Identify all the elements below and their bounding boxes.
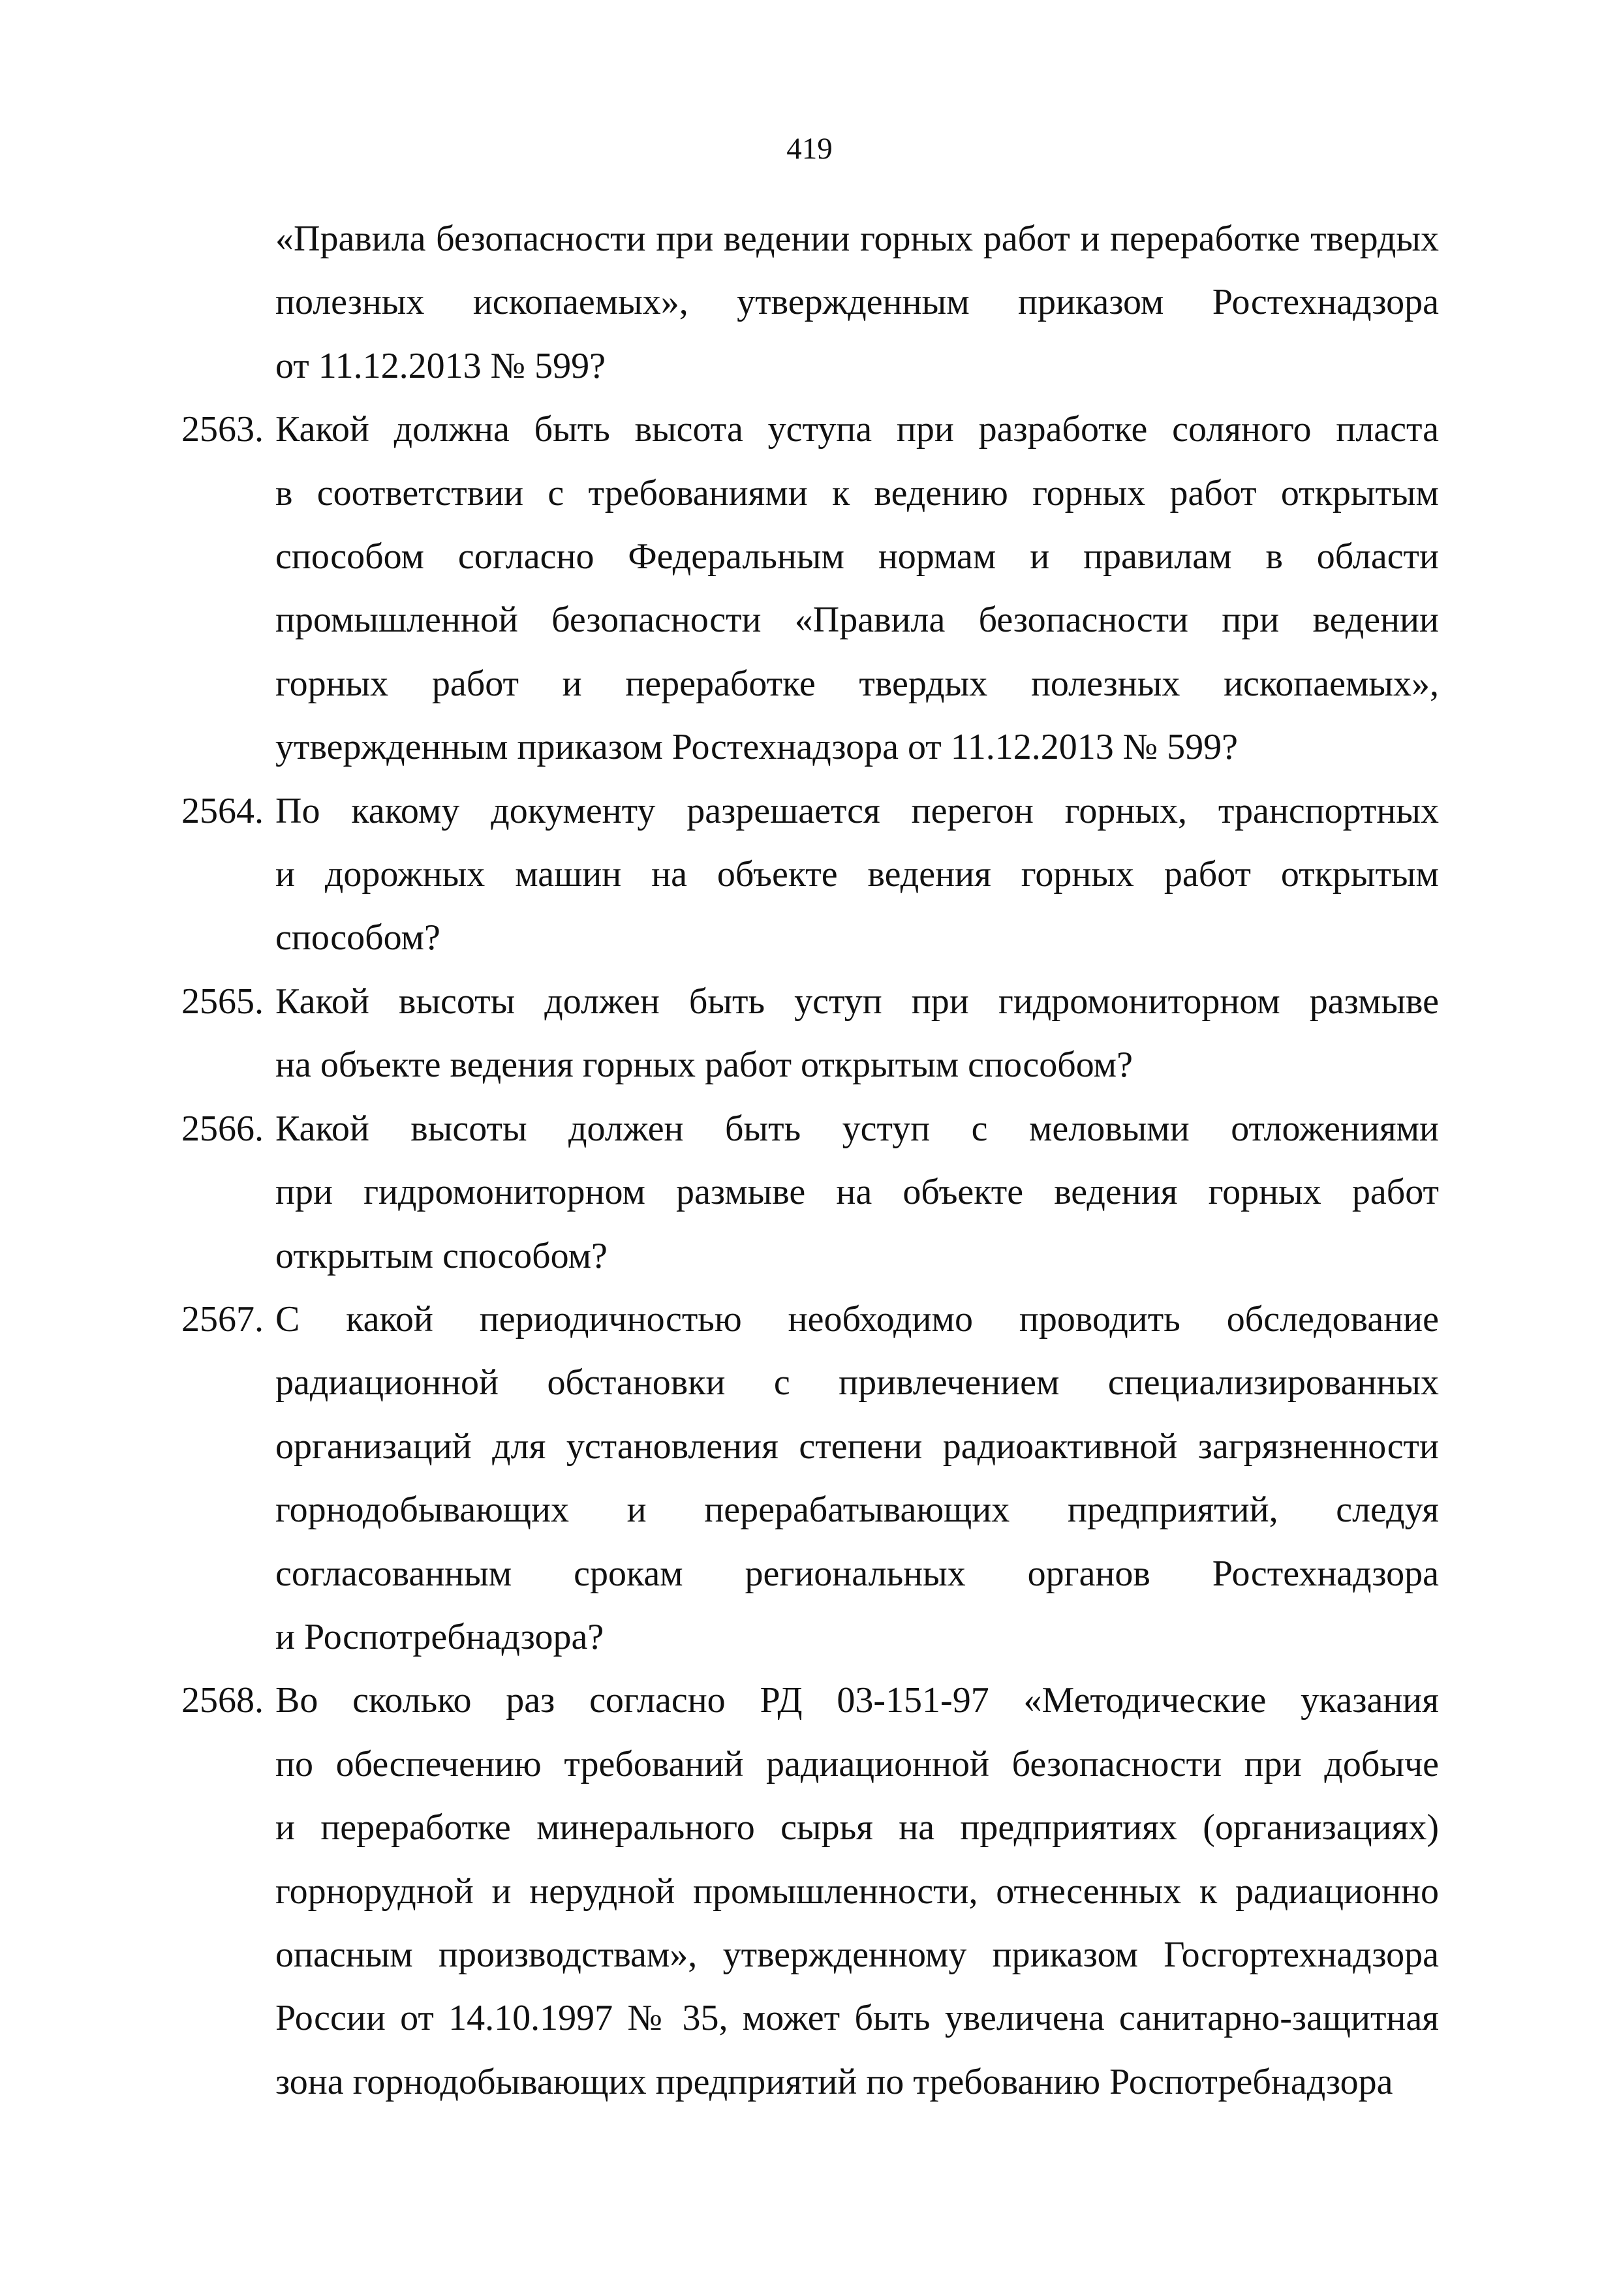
question-text — [275, 1288, 1439, 1669]
text-line: и переработке минерального сырья на предприятиях (организациях) — [275, 1807, 1439, 1848]
question-text — [275, 1669, 1439, 2114]
question-item — [181, 780, 1439, 970]
text-line: полезных ископаемых», утвержденным приказом Ростехнадзора — [275, 282, 1439, 323]
text-line: способом? — [275, 917, 440, 958]
question-text — [275, 398, 1439, 779]
text-line: по обеспечению требований радиационной безопасности при добыче — [275, 1743, 1439, 1784]
text-line: зона горнодобывающих предприятий по требованию Роспотребнадзора — [275, 2061, 1393, 2102]
text-line: промышленной безопасности «Правила безопасности при ведении — [275, 600, 1439, 641]
text-line: горнодобывающих и перерабатывающих предприятий, следуя — [275, 1490, 1439, 1531]
text-line: «Правила безопасности при ведении горных работ и переработке твердых — [275, 219, 1439, 259]
text-line: утвержденным приказом Ростехнадзора от 11.12.2013 № 599? — [275, 727, 1238, 768]
text-line: открытым способом? — [275, 1235, 608, 1276]
question-number: 2566. — [181, 1108, 264, 1149]
question-item — [181, 398, 1439, 779]
page-number: 419 — [786, 132, 833, 166]
text-line: радиационной обстановки с привлечением специализированных — [275, 1362, 1439, 1403]
question-number: 2567. — [181, 1298, 264, 1339]
text-line: способом согласно Федеральным нормам и правилам в области — [275, 536, 1439, 577]
text-line: опасным производствам», утвержденному приказом Госгортехнадзора — [275, 1934, 1439, 1975]
text-line: Какой высоты должен быть уступ с меловыми отложениями — [275, 1108, 1439, 1149]
question-item — [181, 1669, 1439, 2114]
continuation-paragraph — [228, 207, 1439, 398]
text-line: Во сколько раз согласно РД 03-151-97 «Методические указания — [275, 1680, 1439, 1721]
text-line: в соответствии с требованиями к ведению горных работ открытым — [275, 472, 1439, 513]
question-number: 2563. — [181, 409, 264, 450]
text-line: при гидромониторном размыве на объекте ведения горных работ — [275, 1172, 1439, 1213]
document-body — [181, 207, 1439, 2114]
question-number: 2568. — [181, 1680, 264, 1721]
question-number: 2564. — [181, 790, 264, 831]
question-text — [275, 970, 1439, 1097]
text-line: и Роспотребнадзора? — [275, 1616, 604, 1657]
question-item — [181, 970, 1439, 1097]
text-line: на объекте ведения горных работ открытым способом? — [275, 1045, 1133, 1086]
text-line: Какой высоты должен быть уступ при гидромониторном размыве — [275, 981, 1439, 1022]
question-item — [181, 1288, 1439, 1669]
question-number: 2565. — [181, 981, 264, 1022]
text-line: от 11.12.2013 № 599? — [275, 345, 606, 386]
question-item — [181, 1097, 1439, 1288]
text-line: России от 14.10.1997 № 35, может быть увеличена санитарно-защитная — [275, 1998, 1439, 2039]
question-text — [275, 780, 1439, 970]
text-line: Какой должна быть высота уступа при разработке соляного пласта — [275, 409, 1439, 450]
text-line: горных работ и переработке твердых полезных ископаемых», — [275, 663, 1439, 704]
text-line: По какому документу разрешается перегон горных, транспортных — [275, 790, 1439, 831]
text-line: и дорожных машин на объекте ведения горных работ открытым — [275, 854, 1439, 895]
text-line: С какой периодичностью необходимо проводить обследование — [275, 1298, 1439, 1339]
text-line: организаций для установления степени радиоактивной загрязненности — [275, 1426, 1439, 1467]
text-line: согласованным срокам региональных органов Ростехнадзора — [275, 1553, 1439, 1594]
text-line: горнорудной и нерудной промышленности, отнесенных к радиационно — [275, 1871, 1439, 1912]
question-text — [275, 1097, 1439, 1288]
question-list — [181, 398, 1439, 2114]
